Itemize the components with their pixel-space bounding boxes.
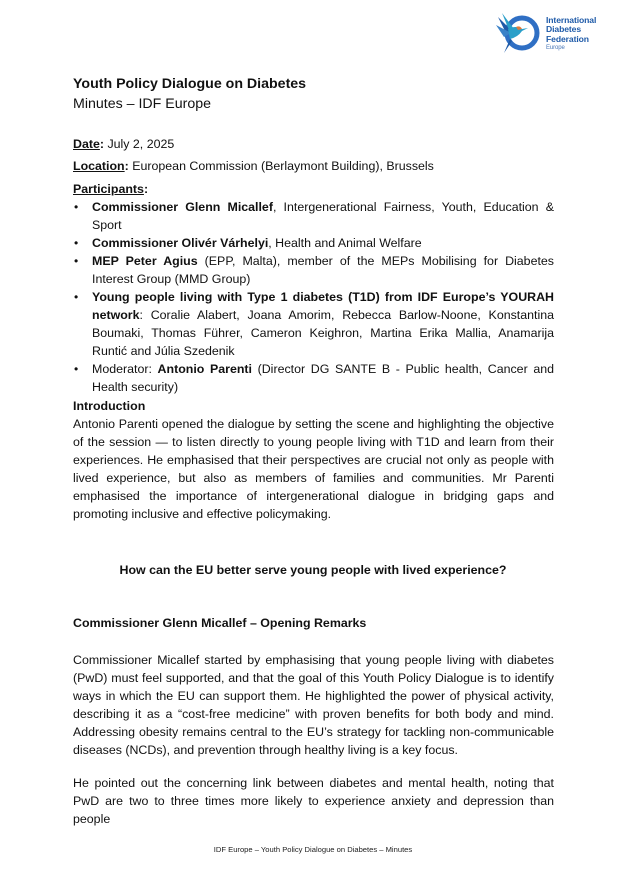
- participant-item: [73, 288, 554, 360]
- participant-role: , Intergenerational Fairness, Youth, Education & Sport: [92, 200, 554, 232]
- participants-label: Participants: [73, 182, 144, 196]
- document-title: Youth Policy Dialogue on Diabetes: [73, 76, 307, 92]
- logo-line-diabetes: Diabetes: [546, 24, 582, 35]
- logo-line-europe: Europe: [546, 45, 565, 52]
- hummingbird-circle-logo-icon: [494, 11, 542, 57]
- participant-name: Antonio Parenti: [157, 362, 252, 376]
- participants-list: [73, 198, 554, 396]
- participant-role: : Coralie Alabert, Joana Amorim, Rebecca Barlow-Noone, Konstantina Boumaki, Thomas Führer, Cameron Keighron, Martina Erika Mallia, Anamarija Runtić and Júlia Szedenik: [92, 308, 554, 358]
- date-colon: :: [99, 137, 104, 151]
- location-line: [73, 157, 434, 175]
- idf-europe-logo: [494, 10, 614, 58]
- participant-prefix: Moderator:: [92, 362, 158, 376]
- participant-name: Commissioner Olivér Várhelyi: [92, 236, 269, 250]
- location-value: European Commission (Berlaymont Building), Brussels: [128, 159, 434, 173]
- opening-remarks-paragraph-1: Commissioner Micallef started by emphasising that young people living with diabetes (PwD) must feel supported, and that the goal of this Youth Policy Dialogue is to identify ways in which the EU can support them. He highlighted the power of physical activity, describing it as a “cost-free medicine” with proven benefits for both body and mind. Addressing obesity remains central to the EU’s strategy for tackling non-communicable diseases (NCDs), and prevention through healthy living is a key focus.: [73, 653, 554, 757]
- date-value: July 2, 2025: [104, 137, 175, 151]
- date-label: Date: [73, 137, 100, 151]
- location-colon: :: [124, 159, 129, 173]
- participant-name: Young people living with Type 1 diabetes (T1D) from IDF Europe’s YOURAH network: [92, 290, 554, 322]
- participant-role: (EPP, Malta), member of the MEPs Mobilising for Diabetes Interest Group (MMD Group): [92, 254, 554, 286]
- participants-colon: :: [143, 182, 149, 196]
- participant-name: Commissioner Glenn Micallef: [92, 200, 273, 214]
- location-label: Location: [73, 159, 125, 173]
- introduction-paragraph: Antonio Parenti opened the dialogue by setting the scene and highlighting the objective of the session — to listen directly to young people living with T1D and learn from their experiences. He emphasised that their perspectives are crucial not only as people with lived experience, but also as members of families and communities. Mr Parenti emphasised the importance of intergenerational dialogue in bridging gaps and promoting inclusive and effective policymaking.: [73, 417, 554, 521]
- opening-remarks-heading: Commissioner Glenn Micallef – Opening Remarks: [73, 616, 367, 630]
- opening-remarks-paragraph-2: He pointed out the concerning link between diabetes and mental health, noting that PwD are two to three times more likely to experience anxiety and depression than people: [73, 776, 554, 826]
- participant-item: [73, 360, 554, 396]
- logo-line-federation: Federation: [546, 33, 589, 44]
- participants-heading: [73, 180, 148, 198]
- participant-name: MEP Peter Agius: [92, 254, 198, 268]
- page-footer: IDF Europe – Youth Policy Dialogue on Diabetes – Minutes: [213, 845, 413, 854]
- logo-line-international: International: [546, 14, 597, 25]
- document-subtitle: Minutes – IDF Europe: [73, 96, 211, 112]
- participant-role: , Health and Animal Welfare: [268, 236, 422, 250]
- participant-role: (Director DG SANTE B - Public health, Cancer and Health security): [92, 362, 554, 394]
- date-line: [73, 135, 174, 153]
- logo-text: [546, 16, 596, 53]
- participant-item: [73, 234, 554, 252]
- question-heading: How can the EU better serve young people with lived experience?: [119, 563, 507, 577]
- participant-item: [73, 252, 554, 288]
- introduction-heading: Introduction: [73, 399, 146, 413]
- participant-item: [73, 198, 554, 234]
